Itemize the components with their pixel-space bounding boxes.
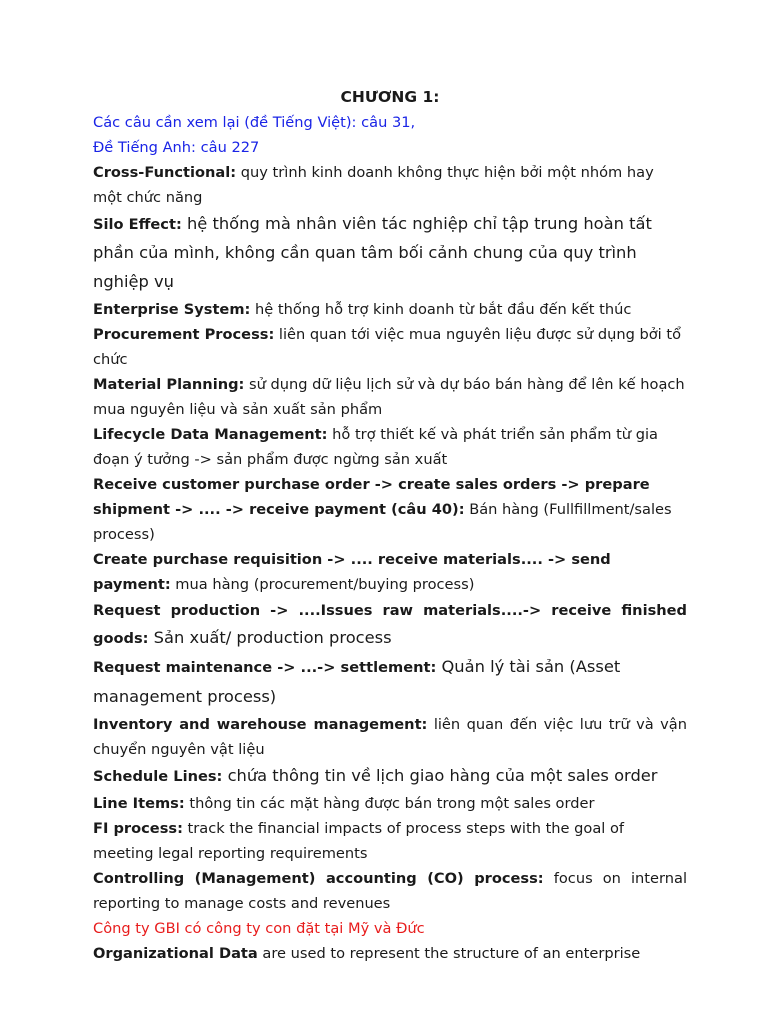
entry-desc: sử dụng dữ liệu lịch sử và dự báo bán hàng để lên kế hoạch mua nguyên liệu và sản xuất sản phẩm (93, 376, 685, 418)
entry-desc: chứa thông tin về lịch giao hàng của một sales order (222, 766, 658, 785)
entry-term: Receive customer purchase order -> create sales orders -> prepare shipment -> .... -> receive payment (câu 40): (93, 476, 650, 518)
entry-desc: liên quan tới việc mua nguyên liệu được sử dụng bởi tổ chức (93, 326, 682, 368)
document-content (93, 85, 687, 966)
entry-lifecycle-data-management (93, 422, 687, 472)
entry-term: Lifecycle Data Management: (93, 426, 328, 443)
entry-schedule-lines (93, 762, 687, 791)
entry-term: Enterprise System: (93, 301, 251, 318)
entry-desc: hỗ trợ thiết kế và phát triển sản phẩm từ gia đoạn ý tưởng -> sản phẩm được ngừng sản xuất (93, 426, 658, 468)
entry-line-items (93, 791, 687, 816)
review-note-english: Đề Tiếng Anh: câu 227 (93, 139, 260, 156)
entry-desc: are used to represent the structure of an enterprise (257, 945, 641, 962)
entry-term: Organizational Data (93, 945, 258, 962)
entry-term: Create purchase requisition -> .... receive materials.... -> send payment: (93, 551, 611, 593)
entry-desc: hệ thống mà nhân viên tác nghiệp chỉ tập trung hoàn tất phần của mình, không cần quan tâm bối cảnh chung của quy trình nghiệp vụ (93, 214, 652, 291)
entry-fi-process (93, 816, 687, 866)
entry-term: Line Items: (93, 795, 185, 812)
review-note-vietnamese: Các câu cần xem lại (đề Tiếng Việt): câu 31, (93, 114, 416, 131)
entry-inventory-warehouse (93, 712, 687, 762)
chapter-title: CHƯƠNG 1: (340, 88, 440, 106)
entry-desc: focus on internal reporting to manage costs and revenues (93, 870, 687, 912)
entry-term: Schedule Lines: (93, 768, 223, 785)
entry-term: Request production -> ....Issues raw materials....-> receive finished goods: (93, 602, 687, 647)
entry-organizational-data (93, 941, 687, 966)
entry-term: FI process: (93, 820, 183, 837)
entry-desc: quy trình kinh doanh không thực hiện bởi một nhóm hay một chức năng (93, 164, 654, 206)
entry-production-process (93, 597, 687, 652)
entry-desc: Sản xuất/ production process (148, 628, 392, 647)
entry-term: Material Planning: (93, 376, 245, 393)
gbi-subsidiary-note: Công ty GBI có công ty con đặt tại Mỹ và Đức (93, 920, 425, 937)
entry-enterprise-system (93, 297, 687, 322)
entry-silo-effect (93, 210, 687, 297)
entry-term: Request maintenance -> ...-> settlement: (93, 659, 437, 676)
entry-term: Silo Effect: (93, 216, 182, 233)
entry-cross-functional (93, 160, 687, 210)
entry-procurement-process (93, 322, 687, 372)
entry-desc: thông tin các mặt hàng được bán trong một sales order (184, 795, 595, 812)
entry-desc: mua hàng (procurement/buying process) (170, 576, 475, 593)
entry-term: Procurement Process: (93, 326, 275, 343)
entry-desc: liên quan đến việc lưu trữ và vận chuyển nguyên vật liệu (93, 716, 687, 758)
entry-desc: track the financial impacts of process steps with the goal of meeting legal reporting requirements (93, 820, 625, 862)
entry-asset-management (93, 652, 687, 712)
entry-desc: Bán hàng (Fullfillment/sales process) (93, 501, 672, 543)
entry-term: Cross-Functional: (93, 164, 237, 181)
entry-procurement-flow (93, 547, 687, 597)
entry-desc: hệ thống hỗ trợ kinh doanh từ bắt đầu đến kết thúc (250, 301, 632, 318)
entry-term: Inventory and warehouse management: (93, 716, 428, 733)
entry-term: Controlling (Management) accounting (CO) process: (93, 870, 544, 887)
entry-sales-process (93, 472, 687, 547)
entry-desc: Quản lý tài sản (Asset management process) (93, 657, 621, 706)
entry-material-planning (93, 372, 687, 422)
entry-co-process (93, 866, 687, 916)
